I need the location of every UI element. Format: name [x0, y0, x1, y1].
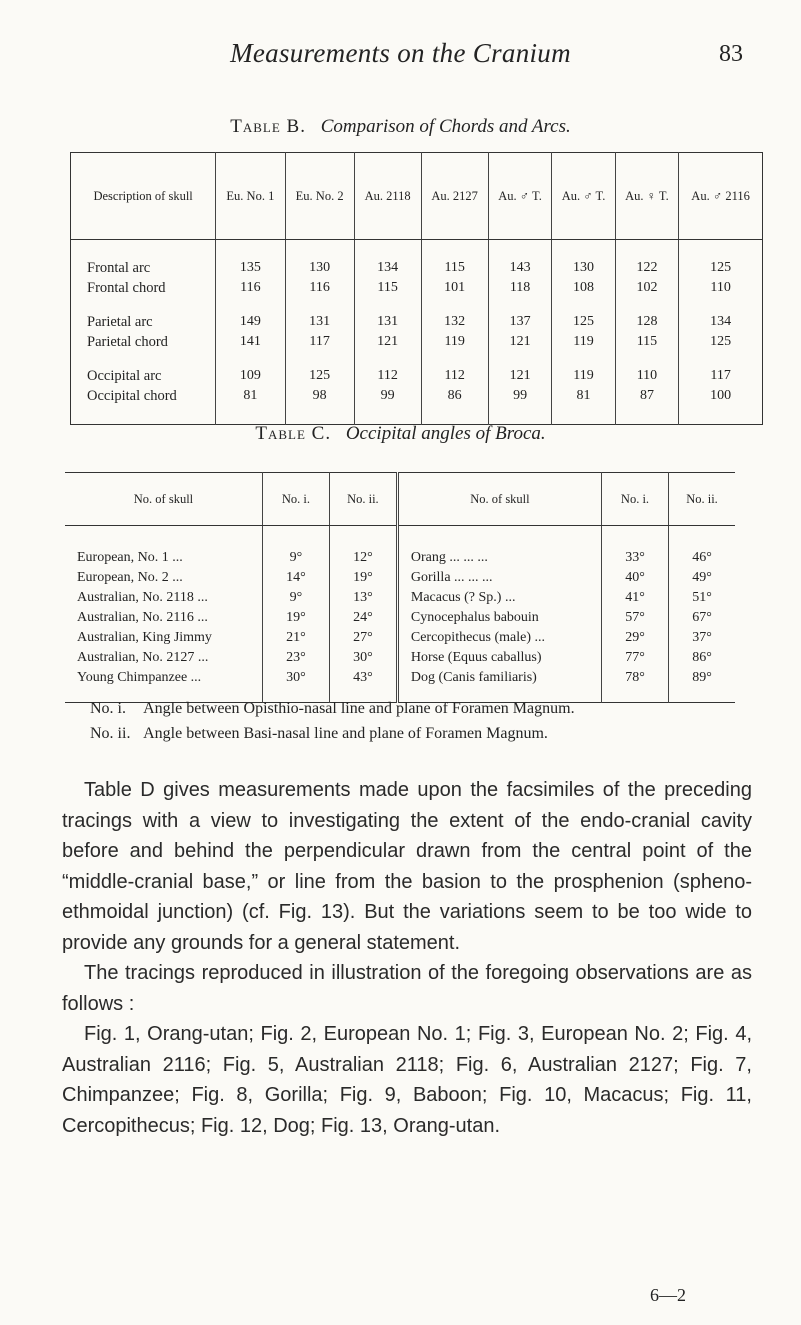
row-label: Cynocephalus babouin — [397, 608, 601, 628]
column-header: No. ii. — [668, 473, 735, 526]
table-cell: 43° — [329, 668, 397, 703]
table-cell: 86° — [668, 648, 735, 668]
row-label: European, No. 2 ... — [77, 570, 183, 585]
row-label: Australian, No. 2118 ... — [77, 590, 208, 605]
column-header: Au. ♂ T. — [488, 153, 551, 240]
table-cell: 41° — [602, 588, 669, 608]
table-cell: 121 — [488, 332, 551, 352]
column-header: No. of skull — [397, 473, 601, 526]
table-cell: 119 — [421, 332, 488, 352]
note-label: No. i. — [90, 700, 126, 717]
table-cell: 86 — [421, 386, 488, 425]
table-c-title: Occipital angles of Broca. — [345, 423, 546, 444]
table-cell: 67° — [668, 608, 735, 628]
table-c-header-row — [65, 473, 735, 526]
column-header: No. of skull — [65, 473, 262, 526]
running-title: Measurements on the Cranium — [230, 38, 571, 68]
table-cell: 19° — [329, 568, 397, 588]
row-label: Cercopithecus (male) ... — [397, 628, 601, 648]
table-cell: 19° — [262, 608, 329, 628]
table-cell: 119 — [552, 352, 615, 386]
row-label: Australian, No. 2116 ... — [77, 610, 208, 625]
table-b-header-row — [71, 153, 763, 240]
table-row — [71, 386, 763, 425]
table-row — [71, 352, 763, 386]
table-b — [70, 152, 763, 425]
table-cell: 131 — [354, 298, 421, 332]
table-cell: 130 — [285, 240, 354, 279]
table-cell: 99 — [354, 386, 421, 425]
table-cell: 125 — [552, 298, 615, 332]
row-label: Young Chimpanzee ... — [77, 670, 202, 685]
page-number: 83 — [719, 41, 743, 67]
table-cell: 119 — [552, 332, 615, 352]
table-cell: 122 — [615, 240, 678, 279]
table-cell: 13° — [329, 588, 397, 608]
body-paragraph: Fig. 1, Orang-utan; Fig. 2, European No. 1; Fig. 3, European No. 2; Fig. 4, Australian 2116; Fig. 5, Australian 2118; Fig. 6, Australian 2127; Fig. 7, Chimpanzee; Fig. 8, Gorilla; Fig. 9, Baboon; Fig. 10, Macacus; Fig. 11, Cercopithecus; Fig. 12, Dog; Fig. 13, Orang-utan. — [62, 1023, 752, 1137]
column-header: Eu. No. 1 — [216, 153, 285, 240]
table-row — [65, 668, 735, 703]
table-cell: 81 — [552, 386, 615, 425]
table-cell: 24° — [329, 608, 397, 628]
table-cell: 108 — [552, 278, 615, 298]
row-label: Parietal arc — [87, 313, 153, 330]
table-cell: 21° — [262, 628, 329, 648]
table-cell: 125 — [679, 240, 763, 279]
table-cell: 77° — [602, 648, 669, 668]
table-cell: 149 — [216, 298, 285, 332]
note-text: Angle between Opisthio-nasal line and plane of Foramen Magnum. — [143, 700, 575, 717]
table-cell: 130 — [552, 240, 615, 279]
row-label: Orang ... ... ... — [397, 526, 601, 569]
column-header: Au. ♂ T. — [552, 153, 615, 240]
table-c-caption — [0, 423, 801, 445]
table-cell: 46° — [668, 526, 735, 569]
table-cell: 121 — [488, 352, 551, 386]
table-b-label: Table B. — [230, 116, 306, 137]
table-cell: 14° — [262, 568, 329, 588]
table-cell: 89° — [668, 668, 735, 703]
column-header: Au. ♀ T. — [615, 153, 678, 240]
table-c — [65, 472, 735, 703]
body-paragraph: Table D gives measurements made upon the facsimiles of the preceding tracings with a view to investigating the extent of the endo-cranial cavity before and behind the perpendicular drawn from the central point of the “middle-cranial base,” or line from the basion to the prosphenion (spheno-ethmoidal junction) (cf. Fig. 13). But the variations seem to be too wide to provide any grounds for a general statement. — [62, 779, 752, 954]
table-cell: 78° — [602, 668, 669, 703]
table-cell: 27° — [329, 628, 397, 648]
table-cell: 135 — [216, 240, 285, 279]
table-cell: 9° — [262, 588, 329, 608]
table-cell: 125 — [679, 332, 763, 352]
table-cell: 37° — [668, 628, 735, 648]
note-label: No. ii. — [90, 725, 131, 742]
table-cell: 141 — [216, 332, 285, 352]
table-cell: 118 — [488, 278, 551, 298]
column-header: No. ii. — [329, 473, 397, 526]
table-cell: 30° — [262, 668, 329, 703]
table-cell: 132 — [421, 298, 488, 332]
table-row — [65, 568, 735, 588]
table-cell: 116 — [216, 278, 285, 298]
table-row — [65, 526, 735, 569]
table-cell: 57° — [602, 608, 669, 628]
table-cell: 99 — [488, 386, 551, 425]
table-cell: 128 — [615, 298, 678, 332]
column-header: Au. 2118 — [354, 153, 421, 240]
table-row — [65, 648, 735, 668]
table-cell: 115 — [354, 278, 421, 298]
table-cell: 110 — [615, 352, 678, 386]
row-label: European, No. 1 ... — [77, 550, 183, 565]
table-cell: 115 — [421, 240, 488, 279]
table-cell: 110 — [679, 278, 763, 298]
table-row — [71, 332, 763, 352]
row-label: Australian, No. 2127 ... — [77, 650, 209, 665]
table-cell: 131 — [285, 298, 354, 332]
body-text — [62, 775, 752, 1141]
table-c-label: Table C. — [255, 423, 332, 444]
column-header: Au. ♂ 2116 — [679, 153, 763, 240]
row-label: Parietal chord — [87, 333, 168, 350]
table-cell: 81 — [216, 386, 285, 425]
table-row — [65, 608, 735, 628]
note-no-ii — [90, 725, 548, 743]
table-cell: 115 — [615, 332, 678, 352]
table-row — [65, 588, 735, 608]
table-cell: 12° — [329, 526, 397, 569]
table-cell: 9° — [262, 526, 329, 569]
row-label: Frontal chord — [87, 279, 166, 296]
row-label: Frontal arc — [87, 259, 151, 276]
table-b-title: Comparison of Chords and Arcs. — [320, 116, 571, 137]
row-label: Macacus (? Sp.) ... — [397, 588, 601, 608]
table-cell: 23° — [262, 648, 329, 668]
table-cell: 87 — [615, 386, 678, 425]
table-cell: 100 — [679, 386, 763, 425]
table-row — [71, 278, 763, 298]
note-no-i — [90, 700, 575, 718]
row-label: Australian, King Jimmy — [77, 630, 212, 645]
table-cell: 134 — [354, 240, 421, 279]
row-label: Occipital arc — [87, 367, 162, 384]
table-cell: 29° — [602, 628, 669, 648]
table-cell: 121 — [354, 332, 421, 352]
table-cell: 143 — [488, 240, 551, 279]
table-cell: 33° — [602, 526, 669, 569]
signature-mark: 6—2 — [650, 1285, 686, 1305]
table-cell: 117 — [285, 332, 354, 352]
table-row — [71, 240, 763, 279]
table-cell: 134 — [679, 298, 763, 332]
table-b-body — [71, 240, 763, 425]
table-cell: 102 — [615, 278, 678, 298]
column-header: Au. 2127 — [421, 153, 488, 240]
table-cell: 125 — [285, 352, 354, 386]
note-text: Angle between Basi-nasal line and plane of Foramen Magnum. — [143, 725, 548, 742]
row-label: Occipital chord — [87, 387, 177, 404]
body-paragraph: The tracings reproduced in illustration of the foregoing observations are as follows : — [62, 962, 752, 1015]
table-row — [65, 628, 735, 648]
table-cell: 30° — [329, 648, 397, 668]
table-cell: 112 — [354, 352, 421, 386]
table-cell: 98 — [285, 386, 354, 425]
table-cell: 117 — [679, 352, 763, 386]
row-label: Dog (Canis familiaris) — [397, 668, 601, 703]
column-header: No. i. — [602, 473, 669, 526]
table-cell: 112 — [421, 352, 488, 386]
table-cell: 109 — [216, 352, 285, 386]
column-header: Eu. No. 2 — [285, 153, 354, 240]
column-header-description: Description of skull — [71, 153, 216, 240]
table-row — [71, 298, 763, 332]
table-cell: 116 — [285, 278, 354, 298]
row-label: Gorilla ... ... ... — [397, 568, 601, 588]
row-label: Horse (Equus caballus) — [397, 648, 601, 668]
table-cell: 51° — [668, 588, 735, 608]
table-cell: 137 — [488, 298, 551, 332]
column-header: No. i. — [262, 473, 329, 526]
table-cell: 101 — [421, 278, 488, 298]
table-cell: 40° — [602, 568, 669, 588]
table-cell: 49° — [668, 568, 735, 588]
table-c-body — [65, 526, 735, 703]
table-b-caption — [0, 116, 801, 138]
